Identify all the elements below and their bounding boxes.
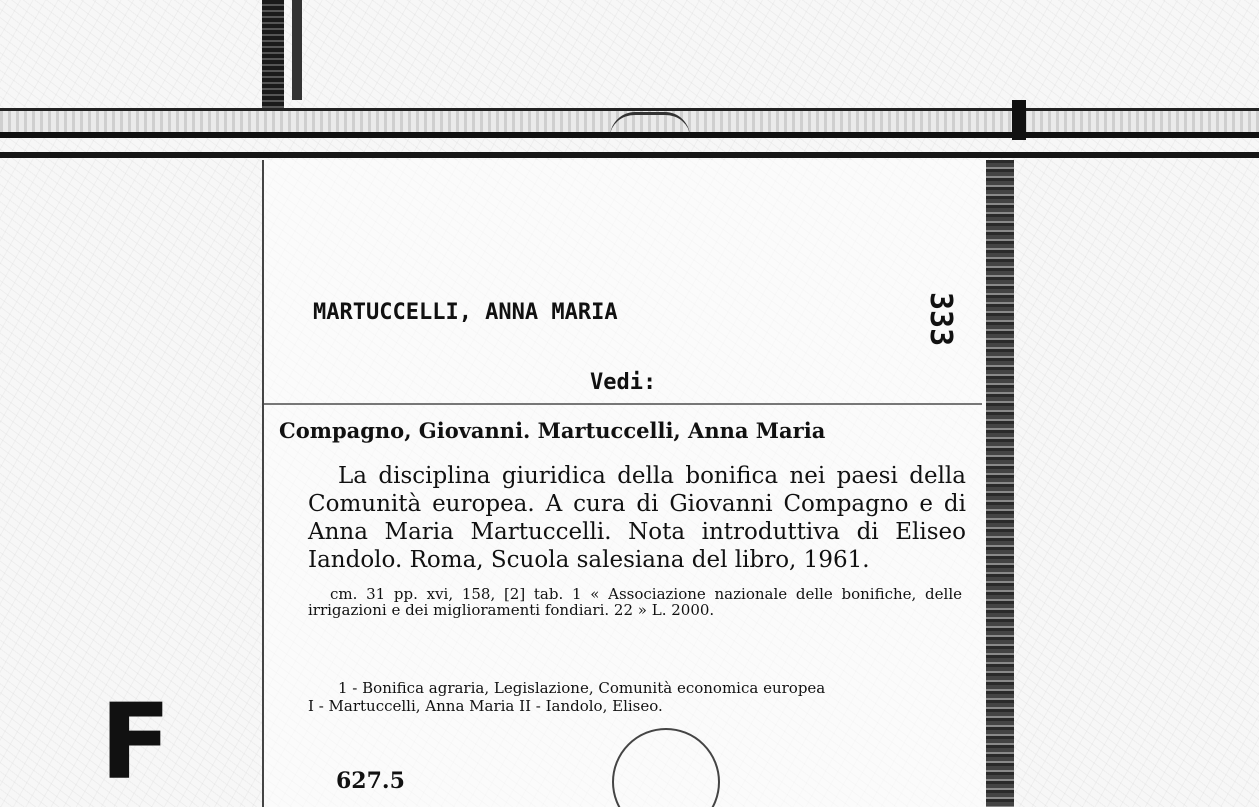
subject-tracing: 1 - Bonifica agraria, Legislazione, Comunità economica europea bbox=[338, 679, 826, 697]
title-description: La disciplina giuridica della bonifica nei paesi della Comunità europea. A cura di Giovanni Compagno e di Anna Maria Martuccelli. Nota introduttiva di Eliseo Iandolo. Roma, Scuola salesiana del libro, 1961. bbox=[308, 463, 966, 573]
drawer-rod-right-bar bbox=[1012, 100, 1026, 140]
card-tab-curve bbox=[610, 112, 690, 137]
card-divider-line bbox=[264, 403, 982, 405]
tracings bbox=[308, 679, 968, 715]
collation-note: cm. 31 pp. xvi, 158, [2] tab. 1 « Associazione nazionale delle bonifiche, delle irrigazioni e dei miglioramenti fondiari. 22 » L. 2000. bbox=[308, 585, 962, 619]
card-number: 333 bbox=[923, 292, 958, 347]
drawer-rod-post-secondary bbox=[292, 0, 302, 100]
card-heading: MARTUCCELLI, ANNA MARIA bbox=[313, 300, 618, 325]
drawer-rod-bottom bbox=[0, 152, 1259, 158]
added-entry-tracing: I - Martuccelli, Anna Maria II - Iandolo, Eliseo. bbox=[308, 697, 663, 715]
authors-line: Compagno, Giovanni. Martuccelli, Anna Maria bbox=[279, 418, 826, 443]
shelfmark: 627.5 bbox=[336, 768, 405, 794]
margin-letter: F bbox=[100, 681, 172, 803]
card-stack-edge bbox=[986, 160, 1014, 807]
see-reference-label: Vedi: bbox=[590, 370, 657, 395]
